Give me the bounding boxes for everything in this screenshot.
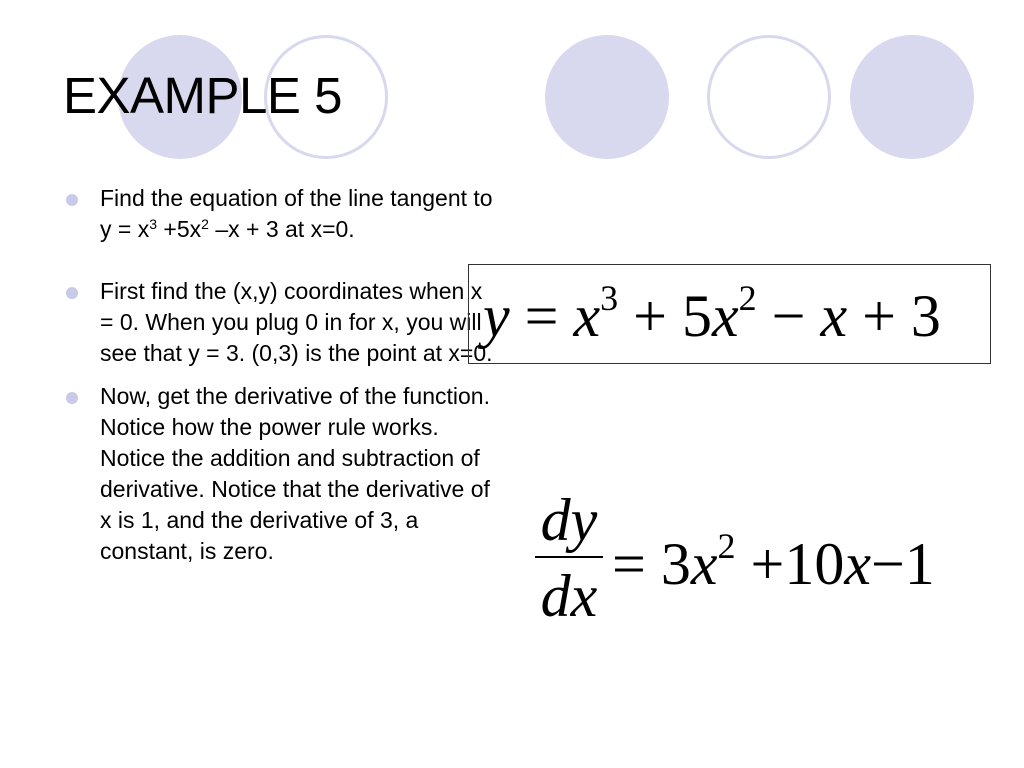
decorative-circle-outline — [707, 35, 831, 159]
function-equation: $y = x^3 + 5x^2 - x + 3$ — [483, 278, 941, 349]
derivative-fraction — [533, 487, 605, 632]
bullet-item — [64, 276, 494, 369]
bullet-item — [64, 183, 494, 245]
fraction-denominator: dx — [540, 563, 598, 629]
decorative-circle-filled — [850, 35, 974, 159]
derivative-equation: = $3x^2 +10x-1$ — [612, 526, 935, 597]
fraction-numerator: dy — [540, 487, 598, 553]
bullet-list — [64, 183, 494, 567]
bullet-item — [64, 381, 494, 567]
slide-title: EXAMPLE 5 — [63, 67, 342, 124]
bullet-text: Now, get the derivative of the function. Notice how the power rule works. Notice the addition and subtraction of derivative. Notice that the derivative of x is 1, and the derivative of 3, a constant, is zero. — [100, 383, 490, 564]
decorative-circle-filled — [545, 35, 669, 159]
bullet-text: Find the equation of the line tangent to $y = x^3 +5x^2$ –x + 3 at x=0. — [100, 185, 493, 242]
bullet-text: First find the (x,y) coordinates when x = 0. When you plug 0 in for x, you will see that y = 3. (0,3) is the point at x=0. — [100, 278, 493, 366]
bullet-dot-icon — [66, 287, 78, 299]
bullet-dot-icon — [66, 194, 78, 206]
bullet-dot-icon — [66, 392, 78, 404]
